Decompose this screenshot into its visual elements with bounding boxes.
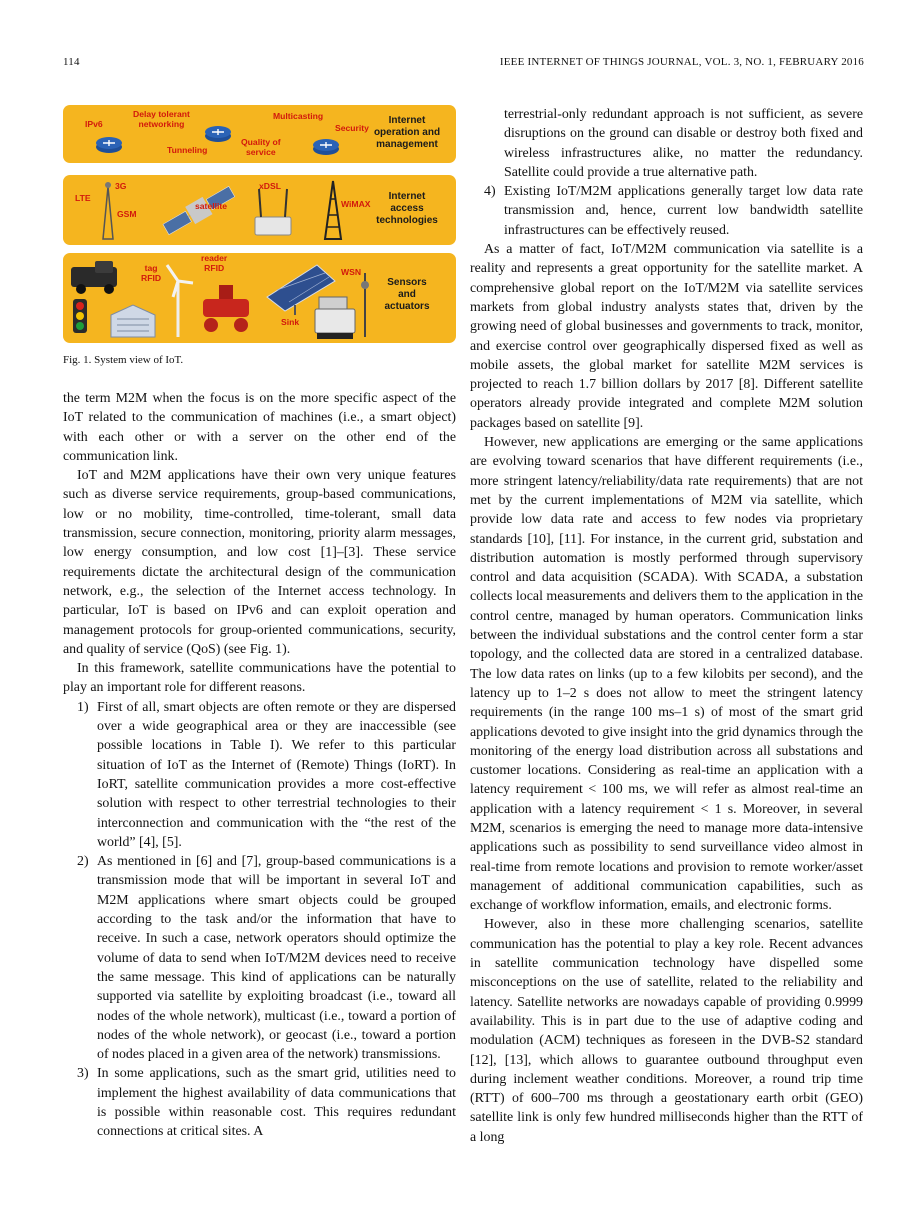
label-xdsl: xDSL	[259, 181, 281, 191]
label-security: Security	[335, 123, 369, 133]
list-item: 3) In some applications, such as the smart grid, utilities need to implement the highest availability of data communications that is possible within reasonable cost. This requires redundant connections at critical sites. A	[77, 1066, 456, 1140]
list-item: terrestrial-only redundant approach is not sufficient, as severe disruptions on the ground can disable or destroy both fixed and wireless infrastructures alike, no matter the redundancy. Satellite could provide a true alternative path.	[504, 107, 863, 180]
running-header: IEEE INTERNET OF THINGS JOURNAL, VOL. 3, NO. 1, FEBRUARY 2016	[499, 56, 864, 68]
list-item: 2) As mentioned in [6] and [7], group-based communications is a transmission mode that will be important in several IoT and M2M applications where smart objects could be grouped according to the task and/or the information that have to receive. In such a case, network operators should optimize the volume of data to send when IoT/M2M devices need to receive the same message. This kind of applications can be naturally supported via satellite by exploiting broadcast (i.e., toward all nodes of the whole network), multicast (i.e., toward a portion of nodes of the whole network), or geocast (i.e., toward a portion of nodes placed in a given area of the network) transmissions.	[77, 854, 456, 1063]
paragraph: In this framework, satellite communications have the potential to play an important role for different reasons.	[63, 661, 456, 696]
router-icon	[96, 137, 122, 153]
label-tunneling: Tunneling	[167, 145, 208, 155]
figure-system-view-iot	[63, 105, 456, 343]
wind-turbine-icon	[167, 265, 193, 337]
building-icon	[111, 305, 155, 337]
label-ipv6: IPv6	[85, 119, 103, 129]
truck-icon	[71, 261, 117, 294]
paragraph: the term M2M when the focus is on the more specific aspect of the IoT related to the communication of machines (i.e., a smart object) with each other or with a server on the other end of the communication link.	[63, 391, 456, 464]
list-item: 1) First of all, smart objects are often remote or they are dispersed over a wide geographical area or they are inaccessible (see possible locations in Table I). We refer to this particular situation of IoT as the Internet of (Remote) Things (IoRT). In IoRT, satellite communication provides a more cost-effective solution with respect to other terrestrial technologies to their interconnection and communication with the “the rest of the world” [4], [5].	[77, 699, 456, 850]
label-reader-rfid: reader RFID	[201, 253, 228, 273]
paragraph: IoT and M2M applications have their own very unique features such as diverse service requirements, group-based communications, low or no mobility, time-controlled, time-tolerant, small data transmission, secure connection, monitoring, priority alarm messages, low energy consumption, and low cost [1]–[3]. These service requirements dictate the architectural design of the communication network, e.g., the selection of the Internet access technology. In particular, IoT is based on IPv6 and can exploit operation and management protocols for group-oriented communications, security, and quality of service (QoS) (see Fig. 1).	[63, 468, 456, 657]
valve-icon	[203, 285, 249, 332]
label-lte: LTE	[75, 193, 91, 203]
right-column	[470, 105, 863, 1147]
router-icon	[313, 139, 339, 155]
cell-tower-icon	[103, 182, 113, 239]
band-internet-operation	[63, 105, 456, 163]
paragraph: However, new applications are emerging or the same applications are evolving toward scenarios that have different requirements (i.e., more stringent latency/reliability/data rate requirements) that are not met by the current implementations of M2M via satellite, which provide low data rate and access to few nodes via proprietary standards [10], [11]. For instance, in the current grid, substation and distribution automation is mostly performed through supervisory control and data acquisition (SCADA). With SCADA, a substation collects local measurements and delivers them to the application in the control centre, managed by human operators. Communication links between the individual substations and the control center form a star topology, and the collected data are stored in a centralized database. The low data rates on links (up to a few kilobits per second), and the latency up to 1–2 s does not allow to meet the stringent latency requirements (in the range 100 ms–1 s) of most of the smart grid applications devoted to give insight into the grid dynamics through the monitoring of the energy load distribution across all substations and customer locations. Considering as real-time an application with a latency requirement < 100 ms, we will refer as almost real-time an application with a latency requirement < 1 s. Moreover, in several M2M, scenarios is emerging the need to manage more data-intensive applications such as possibility to send surveillance video almost in real-time from remote locations and provision to remote worker/asset management of additional communication capabilities, such as exchange of workflow information, emails, and electronic forms.	[470, 435, 863, 914]
band-internet-access	[63, 175, 456, 245]
paragraph: As a matter of fact, IoT/M2M communication via satellite is a reality and represents a great opportunity for the satellite market. A comprehensive global report on the IoT/M2M via satellite services markets from global industry analysts states that, driven by the growing need of global businesses and governments to track, monitor, and exercise control over geographically dispersed fixed as well as mobile assets, the global market for satellite M2M services is projected to reach 1.7 billion dollars by 2017 [8]. Different satellite operators already provide integrated and complete M2M solution packages based on satellite [9].	[470, 242, 863, 431]
left-column	[63, 105, 456, 1142]
list-item: 4) Existing IoT/M2M applications generally target low data rate transmission and, hence, current low bandwidth satellite infrastructures can be effectively reused.	[484, 184, 863, 238]
category-internet-access: Internet access technologies	[376, 191, 438, 226]
router-icon	[205, 126, 231, 142]
figure-caption: Fig. 1. System view of IoT.	[63, 354, 184, 366]
label-satellite: satellite	[195, 201, 228, 211]
traffic-light-icon	[73, 299, 87, 333]
label-tag-rfid: tag RFID	[141, 263, 162, 283]
category-internet-operation: Internet operation and management	[373, 115, 441, 150]
router-icons	[63, 105, 363, 163]
band-sensors-actuators	[63, 253, 456, 343]
reasons-list-continued	[470, 105, 863, 240]
cash-register-icon	[315, 297, 355, 339]
antenna-tower-icon	[325, 181, 341, 239]
label-wimax: WiMAX	[341, 199, 371, 209]
label-delay-tolerant: Delay tolerant networking	[133, 109, 190, 129]
reasons-list	[63, 698, 456, 1142]
label-sink: Sink	[281, 317, 300, 327]
label-gsm: GSM	[117, 209, 137, 219]
modem-icon	[255, 189, 291, 235]
page-number: 114	[63, 56, 80, 68]
paragraph: However, also in these more challenging scenarios, satellite communication has the potential to play a key role. Recent advances in satellite communication technology have dispelled some misconceptions on the use of satellite, related to the reliability and latency. Satellite networks are nowadays capable of providing 0.9999 availability. This is in part due to the use of adaptive coding and modulation (ACM) techniques as foreseen in the DVB-S2 standard [12], [13], which allows to guarantee outbound throughput even during inclement weather conditions. Moreover, a round trip time (RTT) of 600–700 ms through a geostationary earth orbit (GEO) satellite link is only few hundred milliseconds higher than the RTT of a long	[470, 917, 863, 1145]
label-qos: Quality of service	[241, 137, 281, 157]
label-wsn: WSN	[341, 267, 362, 277]
label-multicasting: Multicasting	[273, 111, 324, 121]
label-3g: 3G	[115, 181, 127, 191]
category-sensors-actuators: Sensors and actuators	[384, 277, 430, 312]
